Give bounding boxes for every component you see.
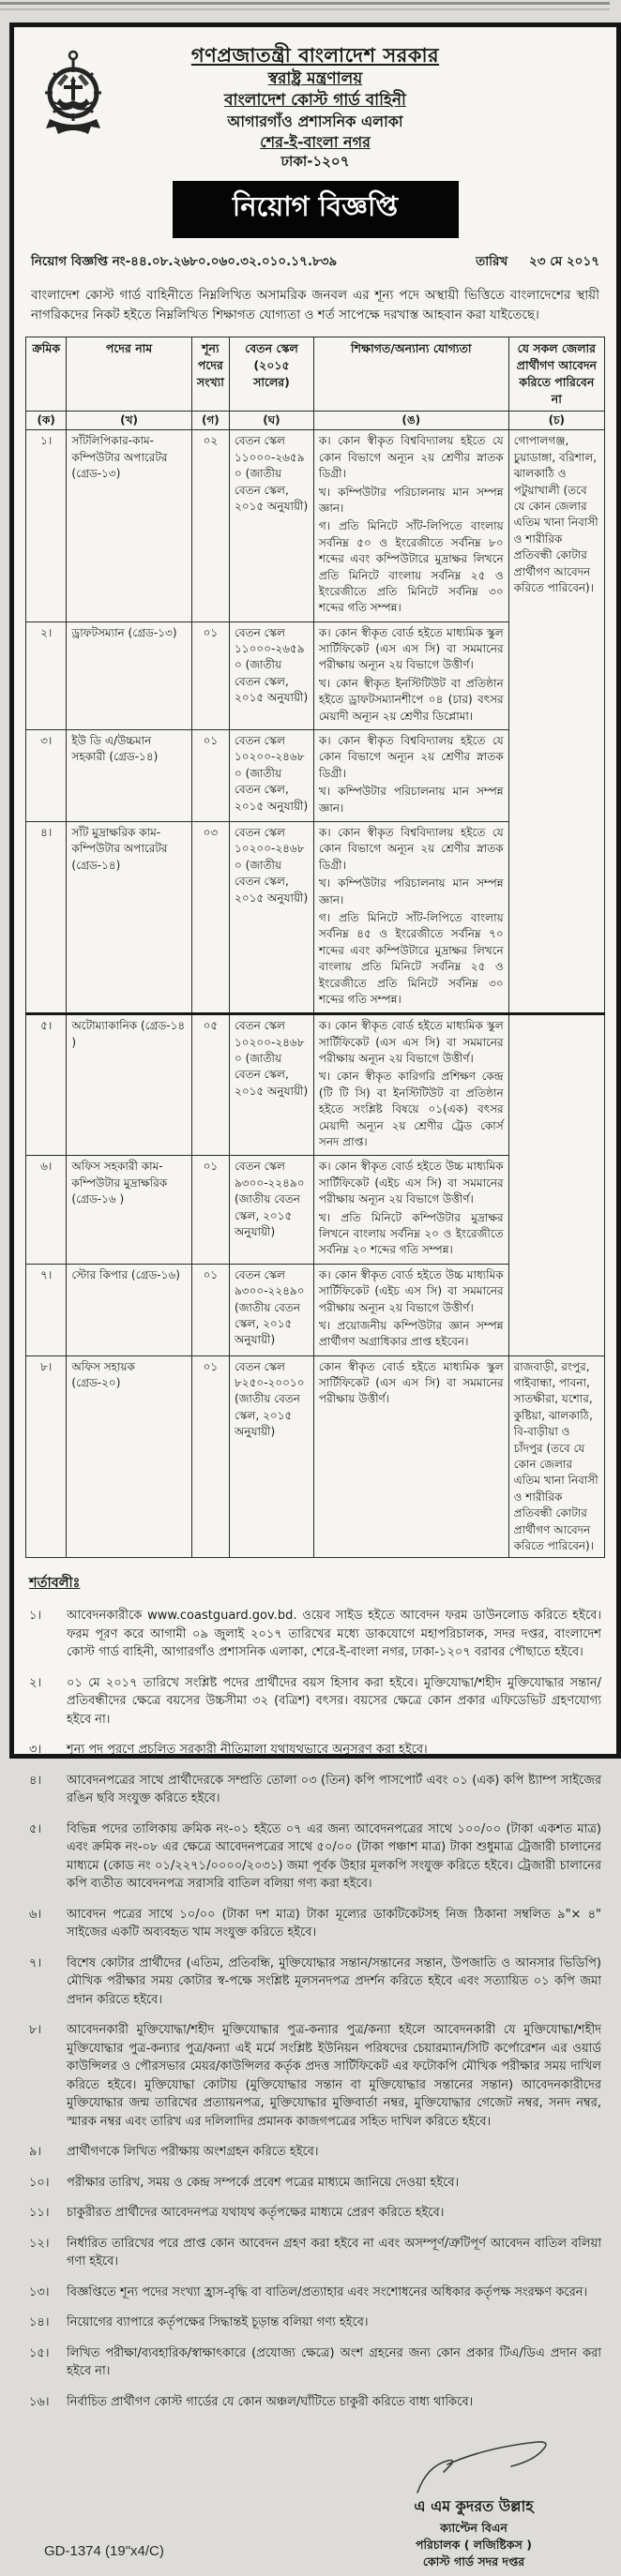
column-header: ক্রমিক: [26, 337, 67, 412]
qualification-line: ক। কোন স্বীকৃত বোর্ড হইতে মাধ্যমিক স্কুল সার্টিফিকেট (এস এস সি) বা সমমানের পরীক্ষায় অন্যূন ২য় বিভাগে উত্তীর্ণ।: [318, 1019, 504, 1066]
conditions-list: [25, 1607, 605, 2411]
cell-pay-scale: বেতন স্কেল ১০২০০-২৪৬৮০ (জাতীয় বেতন স্কেল, ২০১৫ অনুযায়ী): [230, 730, 314, 822]
condition-item: [29, 2235, 601, 2271]
table-row: [26, 1014, 605, 1156]
header-ministry: স্বরাষ্ট্র মন্ত্রণালয়: [267, 69, 363, 89]
signatory-office: কোস্ট গার্ড সদর দপ্তর: [422, 2554, 525, 2569]
cell-serial: ৫।: [26, 1014, 67, 1156]
qualification-line: খ। প্রতি মিনিটে কম্পিউটার মুদ্রাক্ষর লিখনে বাংলায় সর্বনিম্ন ২০ ও ইংরেজীতে সর্বনিম্ন ২০ শব্দের গতি সম্পন্ন।: [318, 1210, 504, 1257]
signatory-rank: ক্যাপ্টেন বিএন: [440, 2521, 507, 2536]
column-letter: (গ): [191, 412, 229, 430]
cell-serial: ৮।: [26, 1355, 67, 1558]
header-government: গণপ্রজাতন্ত্রী বাংলাদেশ সরকার: [190, 44, 440, 67]
footer: [25, 2435, 605, 2576]
cell-vacancies: ০৩: [191, 821, 229, 1013]
notice-banner: [173, 181, 459, 238]
cell-post-name: ইউ ডি এ/উচ্চমান সহকারী (গ্রেড-১৪): [67, 730, 191, 822]
cell-districts: রাজবাড়ী, রংপুর, গাইবান্ধা, পাবনা, সাতক্ষীরা, যশোর, কুষ্টিয়া, ঝালকাঠি, বি-বাড়ীয়া ও চাঁদপুর (তবে যে কোন জেলার এতিম খানা নিবাসী ও শারীরিক প্রতিবন্ধী কোটার প্রার্থীগণ আবেদন করিতে পারিবেন)।: [508, 1355, 604, 1558]
cell-vacancies: ০১: [191, 1264, 229, 1355]
condition-item: [29, 1906, 601, 1942]
cell-pay-scale: বেতন স্কেল ১১০০০-২৬৫৯০ (জাতীয় বেতন স্কেল, ২০১৫ অনুযায়ী): [230, 622, 314, 729]
condition-text: চাকুরীরত প্রার্থীদের আবেদনপত্র যথাযথ কর্তৃপক্ষের মাধ্যমে প্রেরণ করিতে হইবে।: [67, 2206, 445, 2221]
qualification-line: কোন স্বীকৃত বোর্ড হইতে মাধ্যমিক স্কুল সার্টিফিকেট (এস এস সি) বা সমমানের পরীক্ষায় উত্তীর্ণ।: [318, 1359, 504, 1406]
vacancy-table: [25, 337, 605, 1559]
condition-text: বিভিন্ন পদের তালিকায় ক্রমিক নং-০১ হইতে ০৭ এর জন্য আবেদনপত্রের সাথে ১০০/০০ (টাকা একশত মাত্র) এবং ক্রমিক নং-০৮ এর ক্ষেত্রে আবেদনপত্রের সাথে ৫০/০০ (টাকা পঞ্চাশ মাত্র) টাকা শুধুমাত্র ট্রেজারী চালানের মাধ্যমে (কোড নং ০১/২২৭১/০০০০/২০৩১) জমা পূর্বক উহার মূলকপি সংযুক্ত করিতে হইবে। ট্রেজারী চালানের কপি ব্যতীত আবেদনপত্র সরাসরি বাতিল বলিয়া গণ্য করা হইবে।: [67, 1821, 601, 1892]
cell-vacancies: ০২: [191, 430, 229, 622]
condition-item: [29, 1820, 601, 1894]
condition-number: ৯।: [29, 2145, 42, 2160]
condition-text: ০১ মে ২০১৭ তারিখে সংশ্লিষ্ট পদের প্রার্থীদের বয়স হিসাব করা হইবে। মুক্তিযোদ্ধা/শহীদ মুক্তিযোদ্ধার সন্তান/প্রতিবন্ধীদের ক্ষেত্রে বয়সের উচ্চসীমা ৩২ (বত্রিশ) বৎসর। বয়সের ক্ষেত্রে কোন প্রকার এফিডেভিট গ্রহণযোগ্য হইবে না।: [67, 1675, 601, 1727]
column-header: যে সকল জেলার প্রার্থীগণ আবেদন করিতে পারিবেন না: [508, 337, 604, 412]
conditions-heading: শর্তাবলীঃ: [29, 1576, 81, 1592]
cell-serial: ২।: [26, 622, 67, 729]
cell-post-name: অটোম্যাকানিক (গ্রেড-১৪ ): [67, 1014, 191, 1156]
condition-number: ১১।: [29, 2206, 50, 2221]
table-header-row: [26, 337, 605, 412]
cell-pay-scale: বেতন স্কেল ১০২০০-২৪৬৮০ (জাতীয় বেতন স্কেল, ২০১৫ অনুযায়ী): [230, 1014, 314, 1156]
qualification-line: ক। কোন স্বীকৃত বোর্ড হইতে উচ্চ মাধ্যমিক সার্টিফিকেট (এইচ এস সি) বা সমমানের পরীক্ষায় অন্যূন ২য় বিভাগে উত্তীর্ণ।: [318, 1160, 504, 1206]
cell-vacancies: ০৫: [191, 1014, 229, 1156]
qualification-line: ক। কোন স্বীকৃত বিশ্ববিদ্যালয় হইতে যে কোন বিভাগে অন্যূন ২য় শ্রেণীর স্নাতক ডিগ্রী।: [318, 825, 504, 872]
condition-item: [29, 1772, 601, 1808]
condition-text: আবেদনকারী মুক্তিযোদ্ধা/শহীদ মুক্তিযোদ্ধার পুত্র-কন্যার পুত্র/কন্যা হইলে আবেদনকারী যে মুক্তিযোদ্ধা/শহীদ মুক্তিযোদ্ধার পুত্র-কন্যার পুত্র/কন্যা এই মর্মে সংশ্লিষ্ট ইউনিয়ন পরিষদের চেয়ারম্যান/সিটি কর্পোরেশন এর ওয়ার্ড কাউন্সিলর ও পৌরসভার মেয়র/কাউন্সিলর কর্তৃক প্রদত্ত সার্টিফিকেট এর ফটোকপি মৌখিক পরীক্ষার সময় দাখিল করিতে হইবে। মুক্তিযোদ্ধা কোটায় (মুক্তিযোদ্ধার সন্তান বা মুক্তিযোদ্ধার সন্তানের সন্তান) আবেদনকারীদের মুক্তিযোদ্ধার জন্ম তারিখের প্রত্যায়নপত্র, মুক্তিযোদ্ধার মুক্তিবার্তা নম্বর, মুক্তিযোদ্ধার গেজেট নম্বর, সনদ নম্বর, স্মারক নম্বর এবং তারিখ এর দলিলাদির প্রমানক কাজগপত্রের সহিত দাখিল করিতে হইবে।: [67, 2023, 601, 2129]
cell-qualifications: [313, 430, 508, 622]
cell-districts: [508, 1014, 604, 1355]
qualification-line: খ। কম্পিউটার পরিচালনায় মান সম্পন্ন জ্ঞান।: [318, 485, 504, 515]
condition-text: শূন্য পদ পূরণে প্রচলিত সরকারী নীতিমালা যথাযথভাবে অনুসরণ করা হইবে।: [67, 1743, 428, 1758]
qualification-line: খ। কম্পিউটার পরিচালনায় মান সম্পন্ন জ্ঞান।: [318, 876, 504, 906]
condition-number: ৩।: [29, 1743, 42, 1758]
date-value: ২৩ মে ২০১৭: [528, 253, 599, 269]
qualification-line: খ। কম্পিউটার পরিচালনায় মান সম্পন্ন জ্ঞান।: [318, 785, 504, 815]
cell-post-name: অফিস সহকারী কাম-কম্পিউটার মুদ্রাক্ষরিক (গ্রেড-১৬ ): [67, 1156, 191, 1264]
meta-row: [31, 251, 599, 273]
letterhead: [25, 42, 605, 172]
cell-qualifications: [313, 730, 508, 822]
condition-number: ৫।: [29, 1821, 42, 1836]
cell-post-name: সাঁটলিপিকার-কাম-কম্পিউটার অপারেটর (গ্রেড-১৩): [67, 430, 191, 622]
header-nagar: শের-ই-বাংলা নগর: [260, 132, 371, 151]
cell-serial: ১।: [26, 430, 67, 622]
document-frame: [9, 22, 621, 2569]
cell-serial: ৪।: [26, 821, 67, 1013]
condition-number: ১২।: [29, 2236, 50, 2251]
column-header: শূন্য পদের সংখ্যা: [191, 337, 229, 412]
table-row: [26, 430, 605, 622]
signatory-title: পরিচালক ( লজিষ্টিকস ): [416, 2538, 532, 2553]
qualification-line: খ। কোন স্বীকৃত কারিগরি প্রশিক্ষণ কেন্দ্র (টি টি সি) বা ইনস্টিটিউট বা প্রতিষ্ঠান হইতে সংশ্লিষ্ট বিষয়ে ০১(এক) বৎসর মেয়াদী অন্যূন ২য় শ্রেণীর ট্রেড কোর্স সনদ প্রাপ্ত।: [318, 1070, 504, 1149]
condition-text: লিখিত পরীক্ষা/ব্যবহারিক/স্বাক্ষাৎকারে (প্রযোজ্য ক্ষেত্রে) অংশ গ্রহনের জন্য কোন প্রকার টিএ/ডিএ প্রদান করা হইবে না।: [67, 2345, 601, 2379]
condition-text: আবেদনপত্রের সাথে প্রার্থীদেরকে সম্প্রতি তোলা ০৩ (তিন) কপি পাসপোর্ট এবং ০১ (এক) কপি ষ্ট্যাম্প সাইজের রঙিন ছবি সংযুক্ত করিতে হইবে।: [67, 1773, 601, 1806]
condition-text: আবেদন পত্রের সাথে ১০/০০ (টাকা দশ মাত্র) টাকা মূল্যের ডাকটিকেটসহ নিজ ঠিকানা সম্বলিত ৯"× ৪" সাইজের একটি অব্যবহৃত খাম সংযুক্ত করিতে হইবে।: [67, 1907, 601, 1940]
cell-qualifications: [313, 821, 508, 1013]
notice-number: নিয়োগ বিজ্ঞপ্তি নং-৪৪.০৮.২৬৮০.০৬০.৩২.০১০.১৭.৮৩৯: [31, 253, 338, 269]
notice-banner-title: নিয়োগ বিজ্ঞপ্তি: [232, 189, 399, 222]
condition-item: [29, 2284, 601, 2302]
cell-pay-scale: বেতন স্কেল ৯৩০০-২২৪৯০ (জাতীয় বেতন স্কেল, ২০১৫ অনুযায়ী): [230, 1156, 314, 1264]
cell-pay-scale: বেতন স্কেল ১১০০০-২৬৫৯০ (জাতীয় বেতন স্কেল, ২০১৫ অনুযায়ী): [230, 430, 314, 622]
qualification-line: খ। প্রয়োজনীয় কম্পিউটার জ্ঞান সম্পন্ন প্রার্থীগণ অগ্রাধিকার প্রাপ্ত হইবেন।: [318, 1318, 504, 1349]
cell-serial: ৩।: [26, 730, 67, 822]
header-area: আগারগাঁও প্রশাসনিক এলাকা: [227, 112, 403, 131]
intro-paragraph: বাংলাদেশ কোস্ট গার্ড বাহিনীতে নিম্নলিখিত অসামরিক জনবল এর শূন্য পদে অস্থায়ী ভিত্তিতে বাংলাদেশের স্থায়ী নাগরিকদের নিকট হইতে নিম্নলিখিত শিক্ষাগত যোগ্যতা ও শর্ত সাপেক্ষে দরখাস্ত আহবান করা যাইতেছে।: [31, 287, 599, 322]
condition-text: পরীক্ষার তারিখ, সময় ও কেন্দ্র সম্পর্কে প্রবেশ পত্রের মাধ্যমে জানিয়ে দেওয়া হইবে।: [67, 2175, 460, 2190]
qualification-line: গ। প্রতি মিনিটে সাঁট-লিপিতে বাংলায় সর্বনিম্ন ৪৫ ও ইংরেজীতে সর্বনিম্ন ৭০ শব্দের এবং কম্পিউটারে মুদ্রাক্ষর লিখনে বাংলায় প্রতি মিনিটে সর্বনিম্ন ২৫ ও ইংরেজীতে প্রতি মিনিটে সর্বনিম্ন ৩০ শব্দের গতি সম্পন্ন।: [318, 910, 504, 1006]
cell-qualifications: [313, 1156, 508, 1264]
condition-item: [29, 1954, 601, 2010]
qualification-line: ক। কোন স্বীকৃত বিশ্ববিদ্যালয় হইতে যে কোন বিভাগে অন্যূন ২য় শ্রেণীর স্নাতক ডিগ্রী।: [318, 434, 504, 481]
cell-serial: ৬।: [26, 1156, 67, 1264]
column-letter: (ঘ): [230, 412, 314, 430]
condition-item: [29, 2143, 601, 2162]
qualification-line: ক। কোন স্বীকৃত বোর্ড হইতে উচ্চ মাধ্যমিক সার্টিফিকেট (এইচ এস সি) বা সমমানের পরীক্ষায় অন্যূন ২য় বিভাগে উত্তীর্ণ।: [318, 1267, 504, 1314]
condition-number: ৬।: [29, 1907, 42, 1922]
qualification-line: ক। কোন স্বীকৃত বোর্ড হইতে মাধ্যমিক স্কুল সার্টিফিকেট (এস এস সি) বা সমমানের পরীক্ষায় অন্যূন ২য় বিভাগে উত্তীর্ণ।: [318, 625, 504, 672]
qualification-line: গ। প্রতি মিনিটে সাঁট-লিপিতে বাংলায় সর্বনিম্ন ৫০ ও ইংরেজীতে সর্বনিম্ন ৮০ শব্দের এবং কম্পিউটারে মুদ্রাক্ষর লিখনে প্রতি মিনিটে বাংলায় সর্বনিম্ন ২৫ ও ইংরেজীতে প্রতি মিনিটে সর্বনিম্ন ৩০ শব্দের গতি সম্পন্ন।: [318, 519, 504, 615]
vacancy-table-body: [26, 430, 605, 1558]
condition-text: নির্বাচিত প্রার্থীগণ কোস্ট গার্ডের যে কোন অঞ্চল/ঘাঁটিতে চাকুরী করিতে বাধ্য থাকিবে।: [67, 2394, 474, 2409]
header-force: বাংলাদেশ কোস্ট গার্ড বাহিনী: [224, 91, 406, 111]
condition-item: [29, 2314, 601, 2332]
cell-vacancies: ০১: [191, 1156, 229, 1264]
condition-item: [29, 2344, 601, 2381]
cell-pay-scale: বেতন স্কেল ১০২০০-২৪৬৮০ (জাতীয় বেতন স্কেল, ২০১৫ অনুযায়ী): [230, 821, 314, 1013]
condition-number: ২।: [29, 1675, 42, 1690]
notice-date: [459, 251, 599, 273]
condition-item: [29, 2021, 601, 2131]
cell-serial: ৭।: [26, 1264, 67, 1355]
condition-number: ১৬।: [29, 2394, 50, 2409]
cell-post-name: সাঁট মুদ্রাক্ষরিক কাম-কম্পিউটার অপারেটর (গ্রেড-১৪): [67, 821, 191, 1013]
condition-text: নিয়োগের ব্যাপারে কর্তৃপক্ষের সিদ্ধান্তই চূড়ান্ত বলিয়া গণ্য হইবে।: [67, 2315, 369, 2330]
qualification-line: খ। কোন স্বীকৃত ইনস্টিটিউট বা প্রতিষ্ঠান হইতে ড্রাফটসম্যানশীপে ০৪ (চার) বৎসর মেয়াদী অন্যূন ২য় শ্রেণীর ডিপ্লোমা।: [318, 676, 504, 723]
cell-qualifications: [313, 1264, 508, 1355]
condition-item: [29, 2174, 601, 2193]
press-code: GD-1374 (19"x4/C): [44, 2543, 164, 2560]
condition-text: প্রার্থীগণকে লিখিত পরীক্ষায় অংশগ্রহন করিতে হইবে।: [67, 2145, 319, 2160]
cell-post-name: স্টোর কিপার (গ্রেড-১৬): [67, 1264, 191, 1355]
signatory-name: এ এম কুদরত উল্লাহ: [414, 2497, 534, 2516]
condition-item: [29, 1741, 601, 1760]
cell-qualifications: [313, 622, 508, 729]
cell-districts: গোপালগঞ্জ, চুয়াডাঙ্গা, বরিশাল, ঝালকাঠি ও পটুয়াখালী (তবে যে কোন জেলার এতিম খানা নিবাসী ও শারীরিক প্রতিবন্ধী কোটার প্রার্থীগণ আবেদন করিতে পারিবেন)।: [508, 430, 604, 1014]
condition-text: নির্ধারিত তারিখের পরে প্রাপ্ত কোন আবেদন গ্রহণ করা হইবে না এবং অসম্পূর্ণ/ত্রুটিপূর্ণ আবেদন বাতিল বলিয়া গণা হইবে।: [67, 2236, 601, 2269]
condition-number: ৮।: [29, 2023, 42, 2038]
cell-vacancies: ০১: [191, 1355, 229, 1558]
cell-vacancies: ০১: [191, 622, 229, 729]
column-header: পদের নাম: [67, 337, 191, 412]
cell-qualifications: [313, 1014, 508, 1156]
header-city: ঢাকা-১২০৭: [280, 153, 350, 171]
condition-number: ৭।: [29, 1955, 42, 1970]
condition-number: ১৪।: [29, 2315, 50, 2330]
condition-number: ১০।: [29, 2175, 50, 2190]
date-label: তারিখ: [476, 253, 508, 269]
cell-post-name: ড্রাফটসম্যান (গ্রেড-১৩): [67, 622, 191, 729]
scan-artifact-lines: [0, 0, 610, 13]
column-letter: (ঙ): [313, 412, 508, 430]
condition-item: [29, 2204, 601, 2223]
column-letter: (খ): [67, 412, 191, 430]
condition-text: বিজ্ঞপ্তিতে শূন্য পদের সংখ্যা হ্রাস-বৃদ্ধি বা বাতিল/প্রত্যাহার এবং সংশোধনের অধিকার কর্তৃপক্ষ সংরক্ষণ করেন।: [67, 2284, 588, 2299]
condition-item: [29, 2393, 601, 2412]
signature-scribble-icon: [389, 2436, 558, 2498]
table-row: [26, 1355, 605, 1558]
column-letter: (ক): [26, 412, 67, 430]
condition-number: ১৫।: [29, 2345, 50, 2360]
column-letter: (চ): [508, 412, 604, 430]
column-header: বেতন স্কেল (২০১৫ সালের): [230, 337, 314, 412]
condition-number: ১।: [29, 1609, 42, 1624]
column-letter-row: [26, 412, 605, 430]
condition-text: বিশেষ কোটার প্রার্থীদের (এতিম, প্রতিবন্ধি, মুক্তিযোদ্ধার সন্তান/সন্তানের সন্তান, উপজাতি ও আনসার ভিডিপি) মৌখিক পরীক্ষার সময় কোটার স্ব-পক্ষে সংশ্লিষ্ট মূলসনদপত্র প্রদর্শন করিতে হইবে এবং সত্যায়িত ০১ কপি জমা প্রদান করিতে হইবে।: [67, 1955, 601, 2007]
coast-guard-emblem-icon: [38, 44, 108, 142]
condition-number: ১৩।: [29, 2284, 50, 2299]
column-header: শিক্ষাগত/অন্যান্য যোগ্যতা: [313, 337, 508, 412]
cell-pay-scale: বেতন স্কেল ৮২৫০-২০০১০ (জাতীয় বেতন স্কেল, ২০১৫ অনুযায়ী): [230, 1355, 314, 1558]
condition-item: [29, 1607, 601, 1662]
condition-item: [29, 1674, 601, 1730]
cell-qualifications: [313, 1355, 508, 1558]
qualification-line: ক। কোন স্বীকৃত বিশ্ববিদ্যালয় হইতে যে কোন বিভাগে অন্যূন ২য় শ্রেণীর স্নাতক ডিগ্রী।: [318, 734, 504, 780]
cell-post-name: অফিস সহায়ক (গ্রেড-২০): [67, 1355, 191, 1558]
condition-text: আবেদনকারীকে www.coastguard.gov.bd. ওয়েব সাইড হইতে আবেদন ফরম ডাউনলোড করিতে হইবে। ফরম পূরণ করে আগামী ০৯ জুলাই ২০১৭ তারিখের মধ্যে ডাকযোগে মহাপরিচালক, সদর দপ্তর, বাংলাদেশ কোস্ট গার্ড বাহিনী, আগারগাঁও প্রশাসনিক এলাকা, শেরে-ই-বাংলা নগর, ঢাকা-১২০৭ বরাবর পৌছাতে হইবে।: [67, 1609, 601, 1660]
cell-vacancies: ০১: [191, 730, 229, 822]
signature-block: [371, 2436, 577, 2570]
cell-pay-scale: বেতন স্কেল ৯৩০০-২২৪৯০ (জাতীয় বেতন স্কেল, ২০১৫ অনুযায়ী): [230, 1264, 314, 1355]
condition-number: ৪।: [29, 1773, 42, 1788]
